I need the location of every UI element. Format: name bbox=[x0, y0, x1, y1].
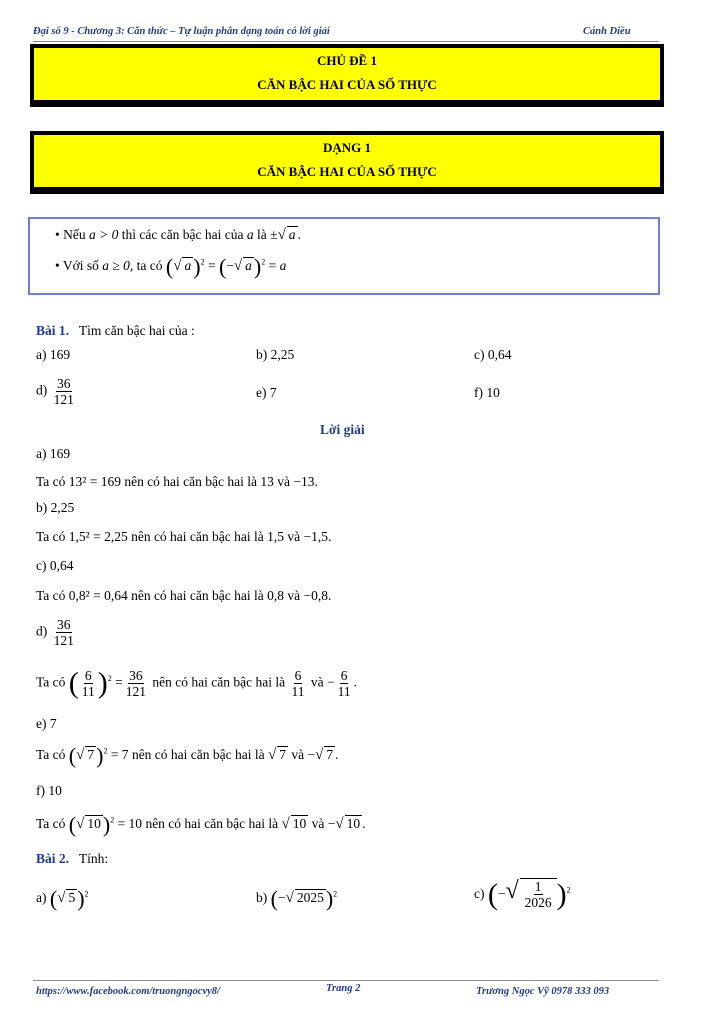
topic-line1: CHỦ ĐỀ 1 bbox=[317, 53, 377, 68]
sol-e-text: Ta có (√ 7)$^2$ = 7 nên có hai căn bậc hai là √ 7 và −√ 7 . bbox=[36, 743, 339, 768]
form-banner bbox=[30, 131, 664, 191]
ex2-item-a: a) (√ 5)$^2$ bbox=[36, 886, 89, 911]
form-line1: DẠNG 1 bbox=[322, 140, 372, 155]
ex1-item-d: d) $\frac{36}{121}$ bbox=[36, 376, 74, 407]
sol-a-head: a) 169 bbox=[36, 446, 71, 461]
exercise-2-heading: Bài 2. Tính: bbox=[36, 851, 109, 866]
sol-f-text: Ta có (√ 10)$^2$ = 10 nên có hai căn bậc hai là √ 10 và −√ 10 . bbox=[36, 812, 366, 837]
ex1-item-c: c) 0,64 bbox=[474, 347, 512, 362]
sol-b-text: Ta có 1,5² = 2,25 nên có hai căn bậc hai là 1,5 và −1,5. bbox=[36, 529, 332, 544]
solution-title: Lời giải bbox=[320, 422, 365, 437]
ex2-item-b: b) (−√ 2025)$^2$ bbox=[256, 886, 338, 911]
sol-d-head: d) $\frac{36}{121}$ bbox=[36, 617, 74, 648]
topic-line2: CĂN BẬC HAI CỦA SỐ THỰC bbox=[257, 77, 437, 92]
ex1-item-f: f) 10 bbox=[474, 385, 500, 400]
header-divider bbox=[33, 41, 659, 42]
topic-banner bbox=[30, 44, 664, 104]
ex1-item-a: a) 169 bbox=[36, 347, 71, 362]
sol-a-text: Ta có 13² = 169 nên có hai căn bậc hai là 13 và −13. bbox=[36, 474, 318, 489]
page-number: Trang 2 bbox=[326, 983, 361, 994]
theory-bullet-1: • Nếu a > 0 thì các căn bậc hai của a là ±√ a . bbox=[55, 227, 301, 243]
footer-divider bbox=[33, 980, 659, 981]
sol-d-text: Ta có ( $\frac{6}{11}$ )$^2$ = $\frac{36}{121}$ nên có hai căn bậc hai là $\frac{6}{11}$ và − $\frac{6}{11}$ . bbox=[36, 666, 357, 700]
theory-bullet-2: • Với số a ≥ 0, ta có (√ a)$^2$ = (−√ a)$^2$ = a bbox=[55, 254, 287, 279]
header-title: Đại số 9 - Chương 3: Căn thức – Tự luận phân dạng toán có lời giải bbox=[33, 26, 330, 37]
footer-link[interactable]: https://www.facebook.com/truongngocvy8/ bbox=[36, 986, 220, 997]
header-book: Cánh Diều bbox=[583, 26, 631, 37]
ex1-item-e: e) 7 bbox=[256, 385, 277, 400]
form-line2: CĂN BẬC HAI CỦA SỐ THỰC bbox=[257, 164, 437, 179]
ex1-item-b: b) 2,25 bbox=[256, 347, 295, 362]
ex2-item-c: c) (−√ $\frac{1}{2026}$ )$^2$ bbox=[474, 877, 571, 911]
sol-f-head: f) 10 bbox=[36, 783, 62, 798]
sol-c-head: c) 0,64 bbox=[36, 558, 74, 573]
sol-e-head: e) 7 bbox=[36, 716, 57, 731]
footer-author: Trương Ngọc Vỹ 0978 333 093 bbox=[476, 986, 610, 997]
sol-c-text: Ta có 0,8² = 0,64 nên có hai căn bậc hai là 0,8 và −0,8. bbox=[36, 588, 332, 603]
sol-b-head: b) 2,25 bbox=[36, 500, 75, 515]
exercise-1-heading: Bài 1. Tìm căn bậc hai của : bbox=[36, 323, 195, 338]
